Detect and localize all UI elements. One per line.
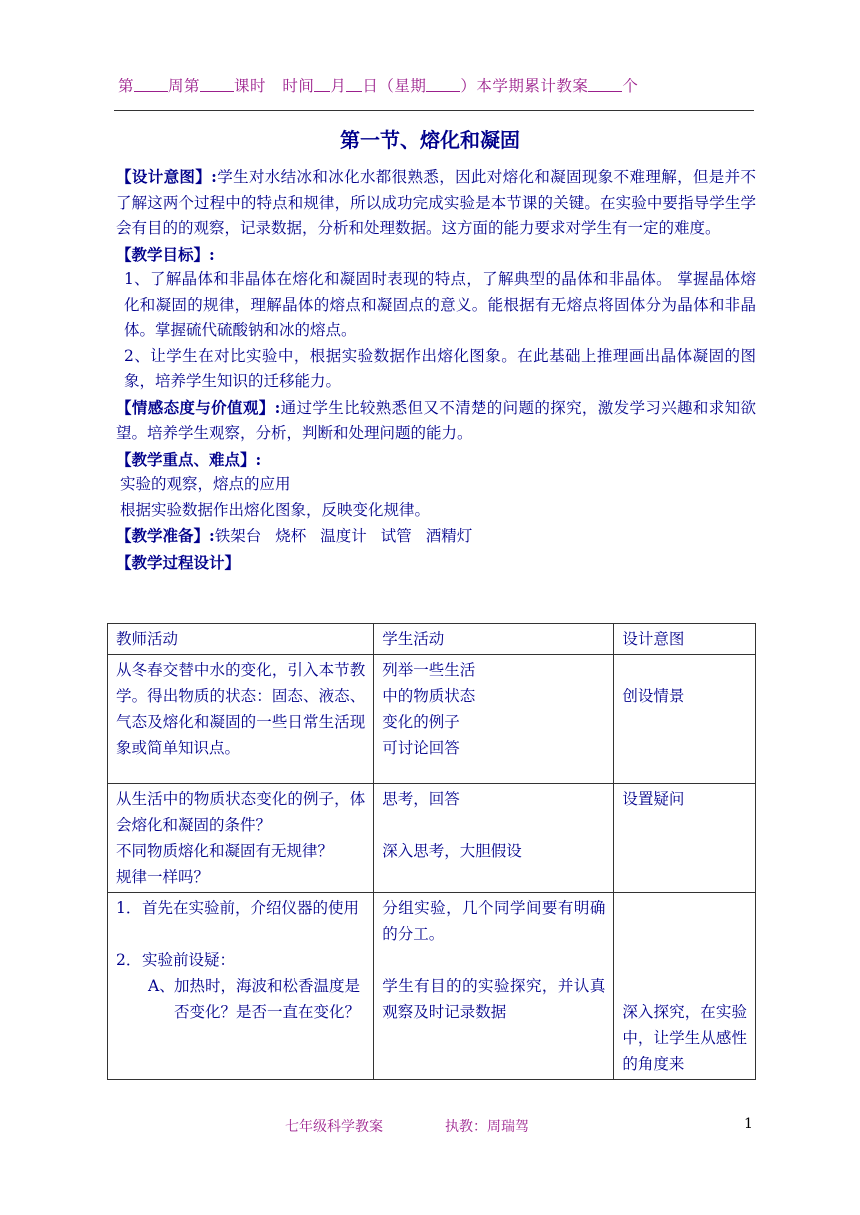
lesson-body xyxy=(116,164,756,575)
prep-item: 烧杯 xyxy=(275,527,307,545)
teacher-line: 规律一样吗？ xyxy=(116,868,210,886)
key-point-line-1: 实验的观察，熔点的应用 xyxy=(120,475,291,493)
header-week-prefix: 第 xyxy=(118,77,135,95)
blank-week xyxy=(134,77,168,92)
prep-item: 温度计 xyxy=(320,527,367,545)
page-title: 第一节、熔化和凝固 xyxy=(340,128,520,152)
process-heading: 【教学过程设计】 xyxy=(116,552,241,572)
student-line: 列举一些生活 xyxy=(382,661,476,679)
attitude-label: 【情感态度与价值观】: xyxy=(116,397,281,417)
student-line: 变化的例子 xyxy=(382,713,460,731)
blank-time xyxy=(314,77,330,92)
intent-cell xyxy=(614,893,756,1080)
teacher-line: 从生活中的物质状态变化的例子，体会熔化和凝固的条件？ xyxy=(116,790,366,834)
intent-text: 深入探究，在实验中，让学生从感性的角度来 xyxy=(622,1003,747,1073)
blank-lesson xyxy=(200,77,234,92)
process-table xyxy=(107,623,756,1080)
student-line: 分组实验，几个同学间要有明确的分工。 xyxy=(382,899,606,943)
student-line: 可讨论回答 xyxy=(382,739,460,757)
footer-teacher: 执教：周瑞驾 xyxy=(445,1119,529,1135)
goals-label: 【教学目标】: xyxy=(116,244,215,264)
header-design-intent: 设计意图 xyxy=(614,624,756,655)
page-number: 1 xyxy=(744,1116,753,1132)
teacher-step-1: 1． 首先在实验前，介绍仪器的使用 xyxy=(116,899,360,917)
attitude-paragraph xyxy=(116,395,756,447)
preparation-paragraph xyxy=(116,523,756,550)
teacher-cell xyxy=(108,893,374,1080)
header-month-label: 月 xyxy=(330,77,347,95)
student-line: 思考，回答 xyxy=(382,790,460,808)
prep-item: 酒精灯 xyxy=(425,527,473,545)
header-lesson-suffix: 课时 xyxy=(234,77,267,95)
footer-course: 七年级科学教案 xyxy=(285,1119,383,1135)
goal-item-1: 1、了解晶体和非晶体在熔化和凝固时表现的特点，了解典型的晶体和非晶体。 掌握晶体熔化和凝固的规律，理解晶体的熔点和凝固点的意义。能根据有无熔点将固体分为晶体和非晶体。掌握硫代硫酸钠和冰的熔点。 xyxy=(124,270,756,339)
student-line: 深入思考，大胆假设 xyxy=(382,842,522,860)
teacher-step-2: 2． 实验前设疑： xyxy=(116,951,236,969)
attitude-text: 通过学生比较熟悉但又不清楚的问题的探究，激发学习兴趣和求知欲望。培养学生观察，分析，判断和处理问题的能力。 xyxy=(116,398,756,442)
teacher-cell xyxy=(108,784,374,893)
header-week-mid: 周第 xyxy=(168,77,201,95)
header-time-label: 时间 xyxy=(282,77,315,95)
intent-cell xyxy=(614,655,756,784)
design-intent-paragraph xyxy=(116,164,756,242)
blank-count xyxy=(588,77,622,92)
teacher-line: 不同物质熔化和凝固有无规律？ xyxy=(116,842,334,860)
student-cell xyxy=(374,784,614,893)
student-line: 中的物质状态 xyxy=(382,687,476,705)
student-cell xyxy=(374,893,614,1080)
table-row xyxy=(108,655,756,784)
table-row xyxy=(108,893,756,1080)
preparation-label: 【教学准备】: xyxy=(116,526,215,545)
header-weekday-close: ）本学期累计教案 xyxy=(460,77,589,95)
header-divider xyxy=(114,110,754,111)
intent-text: 创设情景 xyxy=(622,687,685,705)
student-cell xyxy=(374,655,614,784)
lesson-header xyxy=(118,74,638,96)
blank-month xyxy=(346,77,362,92)
teacher-cell: 从冬春交替中水的变化，引入本节教学。得出物质的状态：固态、液态、气态及熔化和凝固的一些日常生活现象或简单知识点。 xyxy=(108,655,374,784)
table-row xyxy=(108,784,756,893)
key-points-label: 【教学重点、难点】: xyxy=(116,449,262,469)
design-intent-label: 【设计意图】: xyxy=(116,167,217,186)
design-intent-text: 学生对水结冰和冰化水都很熟悉，因此对熔化和凝固现象不难理解，但是并不了解这两个过程中的特点和规律，所以成功完成实验是本节课的关键。在实验中要指导学生学会有目的的观察，记录数据，分析和处理数据。这方面的能力要求对学生有一定的难度。 xyxy=(116,168,756,237)
teacher-substep-a: A、 加热时，海波和松香温度是否变化？是否一直在变化？ xyxy=(148,977,361,1021)
student-line: 学生有目的的实验探究，并认真观察及时记录数据 xyxy=(382,977,606,1021)
header-student-activity: 学生活动 xyxy=(374,624,614,655)
table-header-row xyxy=(108,624,756,655)
blank-weekday xyxy=(426,77,460,92)
header-teacher-activity: 教师活动 xyxy=(108,624,374,655)
goal-item-2: 2、让学生在对比实验中，根据实验数据作出熔化图象。在此基础上推理画出晶体凝固的图象，培养学生知识的迁移能力。 xyxy=(124,346,756,390)
prep-item: 铁架台 xyxy=(214,527,262,545)
key-point-line-2: 根据实验数据作出熔化图象，反映变化规律。 xyxy=(120,500,431,519)
intent-cell: 设置疑问 xyxy=(614,784,756,893)
prep-item: 试管 xyxy=(380,527,412,545)
header-day-label: 日（星期 xyxy=(362,77,427,95)
header-count-suffix: 个 xyxy=(622,77,639,95)
